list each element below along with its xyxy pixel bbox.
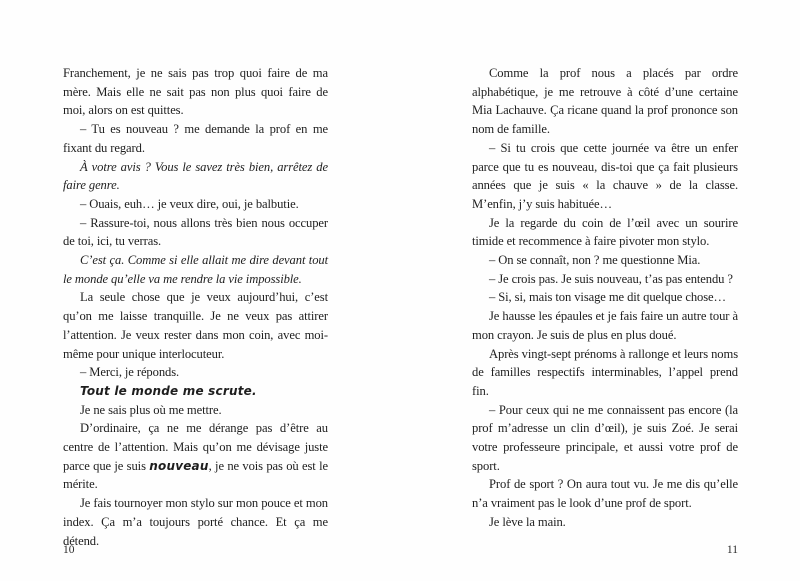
text-segment: – Pour ceux qui ne me connaissent pas encore (la prof m’adresse un clin d’œil), je suis Zoé. Je serai votre professeure principale, et aussi votre prof de sport. xyxy=(472,402,738,473)
paragraph xyxy=(63,214,328,251)
paragraph xyxy=(63,158,328,195)
page-right-text-column xyxy=(472,64,738,532)
text-segment: Je lève la main. xyxy=(489,514,566,529)
text-segment: , je ne vois pas où est le mérite. xyxy=(63,458,328,492)
text-segment: Je ne sais plus où me mettre. xyxy=(80,402,222,417)
text-segment: Je fais tournoyer mon stylo sur mon pouce et mon index. Ça m’a toujours porté chance. Et ça me détend. xyxy=(63,496,328,548)
text-segment: Tout le monde me scrute. xyxy=(80,383,257,398)
text-segment: – Si, si, mais ton visage me dit quelque chose… xyxy=(489,290,726,305)
paragraph xyxy=(63,363,328,382)
paragraph xyxy=(472,64,738,139)
paragraph xyxy=(472,139,738,214)
paragraph xyxy=(472,401,738,476)
paragraph xyxy=(63,120,328,157)
text-segment: – Ouais, euh… je veux dire, oui, je balbutie. xyxy=(80,196,299,211)
text-segment: Je hausse les épaules et je fais faire un autre tour à mon crayon. Je suis de plus en plus doué. xyxy=(472,309,738,342)
paragraph xyxy=(472,288,738,307)
text-segment: D’ordinaire, ça ne me dérange pas d’être au centre de l’attention. Mais qu’on me dévisage juste parce que je suis xyxy=(63,421,328,473)
handwritten-paragraph xyxy=(63,382,328,401)
text-segment: – Si tu crois que cette journée va être un enfer parce que tu es nouveau, dis-toi que ça fait plusieurs années que je suis « la chauve » de la classe. M’enfin, j’y suis habituée… xyxy=(472,140,738,211)
paragraph xyxy=(472,513,738,532)
text-segment: – Je crois pas. Je suis nouveau, t’as pas entendu ? xyxy=(489,271,733,286)
text-segment: À votre avis ? Vous le savez très bien, arrêtez de faire genre. xyxy=(63,159,328,193)
text-segment: Franchement, je ne sais pas trop quoi faire de ma mère. Mais elle ne sait pas non plus quoi faire de moi, alors on est quittes. xyxy=(63,66,328,118)
paragraph xyxy=(472,475,738,512)
paragraph xyxy=(472,307,738,344)
paragraph xyxy=(472,270,738,289)
handwritten-text: nouveau xyxy=(149,458,209,473)
text-segment: Prof de sport ? On aura tout vu. Je me dis qu’elle n’a vraiment pas le look d’une prof de sport. xyxy=(472,477,738,511)
text-segment: Après vingt-sept prénoms à rallonge et leurs noms de familles respectifs interminables, l’appel prend fin. xyxy=(472,346,738,398)
text-segment: – Tu es nouveau ? me demande la prof en me fixant du regard. xyxy=(63,122,328,155)
text-segment: – On se connaît, non ? me questionne Mia. xyxy=(489,253,701,268)
text-segment: C’est ça. Comme si elle allait me dire devant tout le monde qu’elle va me rendre la vie impossible. xyxy=(63,253,328,286)
page-number-left: 10 xyxy=(63,544,75,556)
paragraph xyxy=(472,214,738,251)
paragraph xyxy=(63,64,328,120)
page-number-right: 11 xyxy=(726,544,738,556)
paragraph xyxy=(63,419,328,494)
paragraph xyxy=(63,251,328,288)
paragraph xyxy=(472,251,738,270)
paragraph xyxy=(63,195,328,214)
paragraph xyxy=(63,401,328,420)
paragraph xyxy=(63,494,328,550)
text-segment: Je la regarde du coin de l’œil avec un sourire timide et recommence à faire pivoter mon stylo. xyxy=(472,215,738,249)
page-left-text-column xyxy=(63,64,328,550)
text-segment: La seule chose que je veux aujourd’hui, c’est qu’on me laisse tranquille. Je ne veux pas attirer l’attention. Je veux rester dans mon coin, avec moi-même pour unique interlocuteur. xyxy=(63,290,328,361)
paragraph xyxy=(63,288,328,363)
text-segment: Comme la prof nous a placés par ordre alphabétique, je me retrouve à côté d’une certaine Mia Lachauve. Ça ricane quand la prof prononce son nom de famille. xyxy=(472,66,738,137)
text-segment: – Rassure-toi, nous allons très bien nous occuper de toi, ici, tu verras. xyxy=(63,215,328,249)
paragraph xyxy=(472,345,738,401)
text-segment: – Merci, je réponds. xyxy=(80,365,180,380)
